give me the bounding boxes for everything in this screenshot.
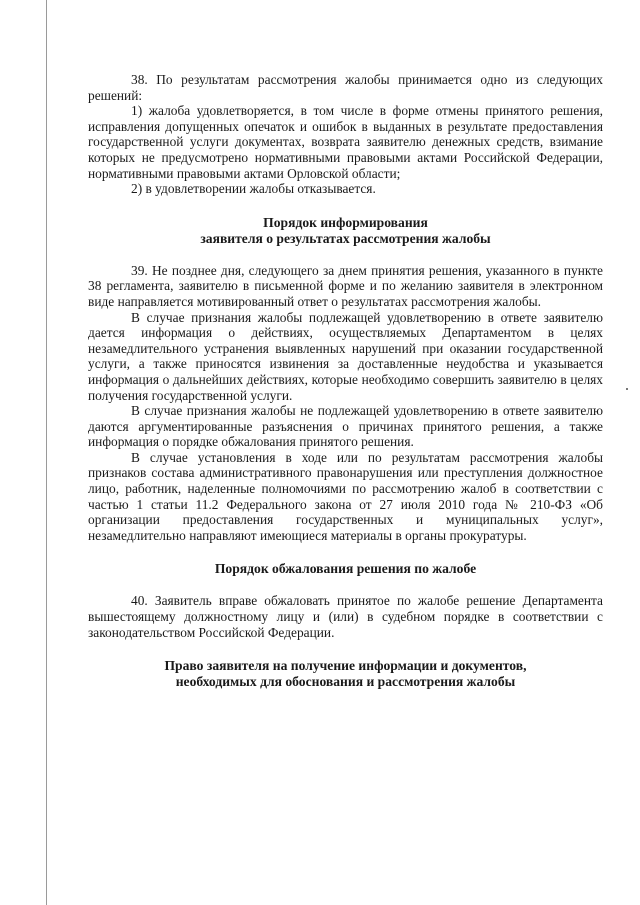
section-heading-rights-line-2: необходимых для обоснования и рассмотрения жалобы bbox=[175, 674, 516, 690]
paragraph-38-intro: 38. По результатам рассмотрения жалобы принимается одно из следующих решений: bbox=[88, 72, 603, 103]
paragraph-39-4: В случае установления в ходе или по результатам рассмотрения жалобы признаков состава административного правонарушения или преступления должностное лицо, работник, наделенные полномочиями по рассмотрению жалоб в соответствии с частью 1 статьи 11.2 Федерального закона от 27 июля 2010 года № 210-ФЗ «Об организации предоставления государственных и муниципальных услуг», незамедлительно направляют имеющиеся материалы в органы прокуратуры. bbox=[88, 449, 603, 543]
paragraph-39-2: В случае признания жалобы подлежащей удовлетворению в ответе заявителю дается информация о действиях, осуществляемых Департаментом в целях незамедлительного устранения выявленных нарушений при оказании государственной услуги, а также приносятся извинения за доставленные неудобства и указывается информация о дальнейших действиях, которые необходимо совершить заявителю в целях получения государственной услуги. bbox=[88, 309, 603, 403]
paragraph-39-3: В случае признания жалобы не подлежащей удовлетворению в ответе заявителю даются аргументированные разъяснения о причинах принятого решения, а также информация о порядке обжалования принятого решения. bbox=[88, 403, 603, 450]
binding-margin-line bbox=[46, 0, 47, 905]
paragraph-38-item-1: 1) жалоба удовлетворяется, в том числе в форме отмены принятого решения, исправления допущенных опечаток и ошибок в выданных в результате предоставления государственной услуги документах, возврата заявителю денежных средств, взимание которых не предусмотрено нормативными правовыми актами Российской Федерации, нормативными правовыми актами Орловской области; bbox=[88, 103, 603, 181]
scan-dot bbox=[626, 388, 628, 390]
paragraph-38-item-2: 2) в удовлетворении жалобы отказывается. bbox=[131, 181, 376, 197]
section-heading-rights-line-1: Право заявителя на получение информации и документов, bbox=[164, 658, 527, 674]
section-heading-appeal: Порядок обжалования решения по жалобе bbox=[214, 561, 477, 577]
section-heading-informing-line-1: Порядок информирования bbox=[263, 214, 428, 230]
paragraph-40: 40. Заявитель вправе обжаловать принятое по жалобе решение Департамента вышестоящему должностному лицу и (или) в судебном порядке в соответствии с законодательством Российской Федерации. bbox=[88, 593, 603, 640]
document-page bbox=[88, 72, 603, 690]
section-heading-informing-line-2: заявителя о результатах рассмотрения жалобы bbox=[200, 230, 491, 246]
paragraph-39-1: 39. Не позднее дня, следующего за днем принятия решения, указанного в пункте 38 регламента, заявителю в письменной форме и по желанию заявителя в электронном виде направляется мотивированный ответ о результатах рассмотрения жалобы. bbox=[88, 262, 603, 309]
